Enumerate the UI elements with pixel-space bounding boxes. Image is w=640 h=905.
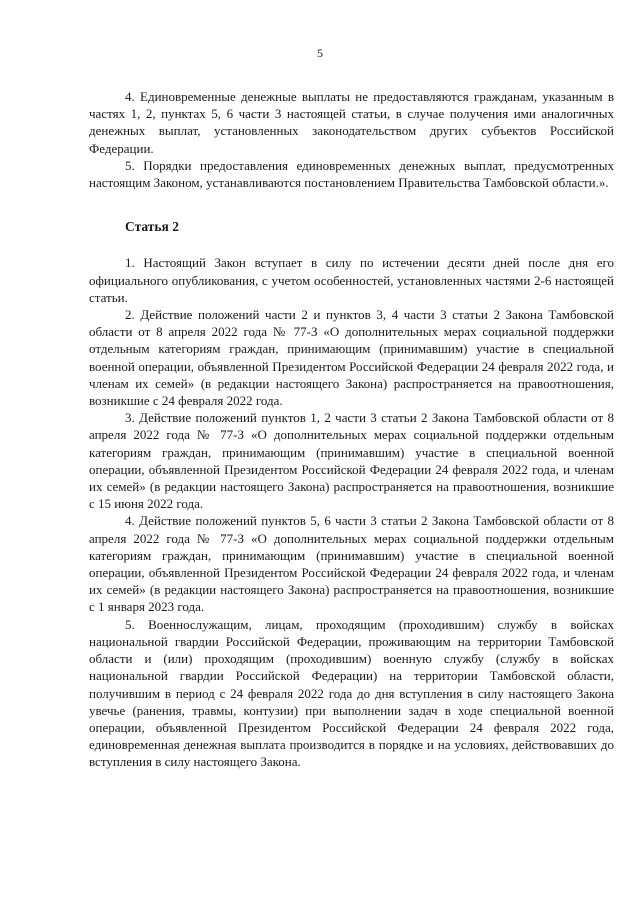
paragraph-4-no-duplicate-payments: 4. Единовременные денежные выплаты не предоставляются гражданам, указанным в частях 1, 2, пунктах 5, 6 части 3 настоящей статьи, в случае получения ими аналогичных денежных выплат, установленных законодательством других субъектов Российской Федерации. xyxy=(89,89,614,156)
page-number: 5 xyxy=(317,46,323,60)
article-paragraph-1: 1. Настоящий Закон вступает в силу по истечении десяти дней после дня его официального опубликования, с учетом особенностей, установленных частями 2-6 настоящей статьи. xyxy=(89,255,614,305)
article-heading: Статья 2 xyxy=(125,219,179,235)
document-body xyxy=(89,88,614,771)
article-paragraph-2: 2. Действие положений части 2 и пунктов 3, 4 части 3 статьи 2 Закона Тамбовской области от 8 апреля 2022 года № 77-З «О дополнительных мерах социальной поддержки отдельным категориям граждан, принимающим (принимавшим) участие в специальной военной операции, объявленной Президентом Российской Федерации 24 февраля 2022 года, и членам их семей» (в редакции настоящего Закона) распространяется на правоотношения, возникшие с 24 февраля 2022 года. xyxy=(89,307,614,409)
article-paragraph-5: 5. Военнослужащим, лицам, проходящим (проходившим) службу в войсках национальной гвардии Российской Федерации, проживающим на территории Тамбовской области и (или) проходящим (проходившим) военную службу (службу в войсках национальной гвардии Российской Федерации) на территории Тамбовской области, получившим в период с 24 февраля 2022 года до дня вступления в силу настоящего Закона увечье (ранения, травмы, контузии) при выполнении задач в ходе специальной военной операции, объявленной Президентом Российской Федерации 24 февраля 2022 года, единовременная денежная выплата производится в порядке и на условиях, действовавших до вступления в силу настоящего Закона. xyxy=(89,616,614,770)
article-paragraph-3: 3. Действие положений пунктов 1, 2 части 3 статьи 2 Закона Тамбовской области от 8 апреля 2022 года № 77-З «О дополнительных мерах социальной поддержки отдельным категориям граждан, принимающим (принимавшим) участие в специальной военной операции, объявленной Президентом Российской Федерации 24 февраля 2022 года, и членам их семей» (в редакции настоящего Закона) распространяется на правоотношения, возникшие с 15 июня 2022 года. xyxy=(89,410,614,512)
article-paragraph-4: 4. Действие положений пунктов 5, 6 части 3 статьи 2 Закона Тамбовской области от 8 апреля 2022 года № 77-З «О дополнительных мерах социальной поддержки отдельным категориям граждан, принимающим (принимавшим) участие в специальной военной операции, объявленной Президентом Российской Федерации 24 февраля 2022 года, и членам их семей» (в редакции настоящего Закона) распространяется на правоотношения, возникшие с 1 января 2023 года. xyxy=(89,513,614,615)
paragraph-5-payment-procedures: 5. Порядки предоставления единовременных денежных выплат, предусмотренных настоящим Законом, устанавливаются постановлением Правительства Тамбовской области.». xyxy=(89,157,614,191)
